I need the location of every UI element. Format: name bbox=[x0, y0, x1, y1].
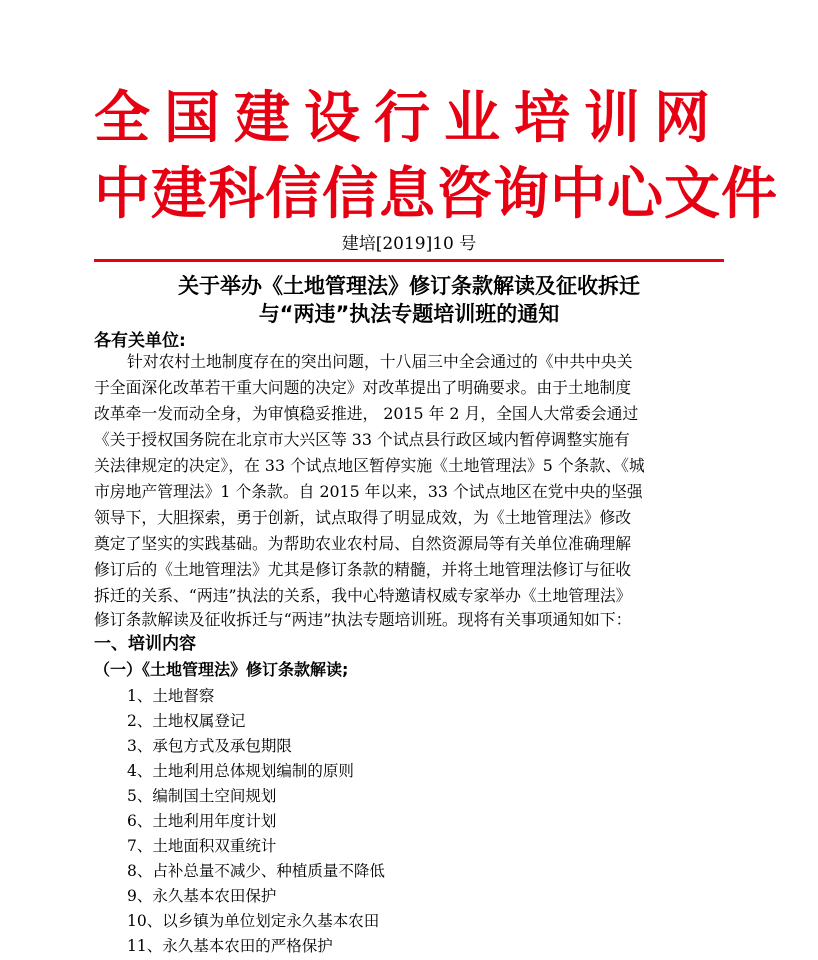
paragraph-line: 拆迁的关系、“两违”执法的关系，我中心特邀请权威专家举办《土地管理法》 bbox=[94, 586, 632, 605]
list-item: 3、承包方式及承包期限 bbox=[127, 737, 292, 755]
paragraph-line: 领导下，大胆探索，勇于创新，试点取得了明显成效，为《土地管理法》修改 bbox=[94, 508, 632, 527]
notice-title-line-1: 关于举办《土地管理法》修订条款解读及征收拆迁 bbox=[178, 274, 640, 298]
list-item: 11、永久基本农田的严格保护 bbox=[127, 937, 333, 955]
subsection-heading: （一）《土地管理法》修订条款解读; bbox=[94, 660, 349, 679]
paragraph-line: 修订后的《土地管理法》尤其是修订条款的精髓，并将土地管理法修订与征收 bbox=[94, 560, 632, 579]
paragraph-line: 关法律规定的决定》，在 33 个试点地区暂停实施《土地管理法》5 个条款、《城 bbox=[94, 456, 645, 475]
list-item: 1、土地督察 bbox=[127, 687, 215, 705]
list-item: 4、土地利用总体规划编制的原则 bbox=[127, 762, 354, 780]
paragraph-line: 针对农村土地制度存在的突出问题，十八届三中全会通过的《中共中央关 bbox=[127, 352, 633, 371]
document-number: 建培[2019]10 号 bbox=[341, 234, 477, 254]
paragraph-line: 《关于授权国务院在北京市大兴区等 33 个试点县行政区域内暂停调整实施有 bbox=[94, 430, 630, 449]
list-item: 8、占补总量不减少、种植质量不降低 bbox=[127, 862, 385, 880]
notice-title-line-2: 与“两违”执法专题培训班的通知 bbox=[258, 302, 560, 326]
list-item: 6、土地利用年度计划 bbox=[127, 812, 277, 830]
paragraph-line: 修订条款解读及征收拆迁与“两违”执法专题培训班。现将有关事项通知如下： bbox=[94, 610, 632, 629]
paragraph-line: 市房地产管理法》1 个条款。自 2015 年以来，33 个试点地区在党中央的坚强 bbox=[94, 482, 643, 501]
list-item: 10、以乡镇为单位划定永久基本农田 bbox=[127, 912, 380, 930]
paragraph-line: 奠定了坚实的实践基础。为帮助农业农村局、自然资源局等有关单位准确理解 bbox=[94, 534, 632, 553]
list-item: 9、永久基本农田保护 bbox=[127, 887, 277, 905]
list-item: 2、土地权属登记 bbox=[127, 712, 246, 730]
masthead-line-2: 中建科信信息咨询中心文件 bbox=[94, 161, 778, 227]
paragraph-line: 改革牵一发而动全身，为审慎稳妥推进， 2015 年 2 月，全国人大常委会通过 bbox=[94, 404, 639, 423]
paragraph-line: 于全面深化改革若干重大问题的决定》对改革提出了明确要求。由于土地制度 bbox=[94, 378, 632, 397]
masthead-line-1: 全国建设行业培训网 bbox=[94, 85, 724, 151]
list-item: 5、编制国土空间规划 bbox=[127, 787, 277, 805]
salutation: 各有关单位: bbox=[94, 331, 186, 351]
red-divider bbox=[94, 259, 724, 262]
section-heading: 一、培训内容 bbox=[94, 634, 196, 654]
list-item: 7、土地面积双重统计 bbox=[127, 837, 277, 855]
